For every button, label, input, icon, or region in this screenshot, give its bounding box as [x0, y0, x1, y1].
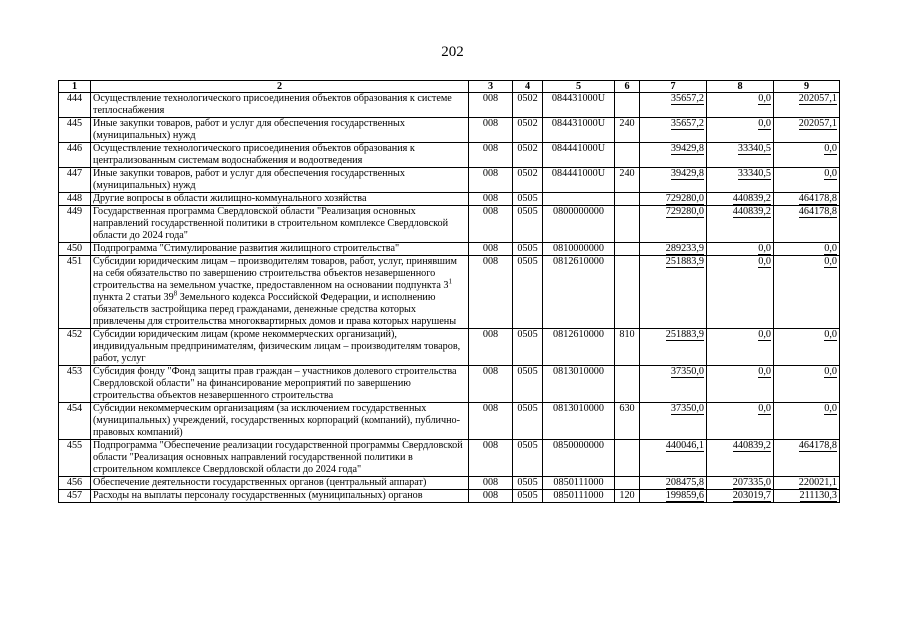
amount-col7: 729280,0 — [640, 206, 707, 243]
expense-type — [615, 477, 640, 490]
row-number: 451 — [59, 256, 91, 329]
target-code: 0812610000 — [543, 329, 615, 366]
header-cell: 8 — [707, 81, 774, 93]
expense-type: 240 — [615, 168, 640, 193]
row-name: Осуществление технологического присоединения объектов образования к централизованным системам водоснабжения и водоотведения — [91, 143, 469, 168]
target-code: 0813010000 — [543, 403, 615, 440]
amount-col8: 440839,2 — [707, 440, 774, 477]
amount-col8: 0,0 — [707, 93, 774, 118]
target-code: 0850000000 — [543, 440, 615, 477]
target-code: 0850111000 — [543, 477, 615, 490]
ministry-code: 008 — [469, 403, 513, 440]
target-code: 084441000U — [543, 168, 615, 193]
amount-col9: 0,0 — [774, 243, 840, 256]
ministry-code: 008 — [469, 193, 513, 206]
section-code: 0505 — [513, 329, 543, 366]
expense-type — [615, 243, 640, 256]
row-name: Субсидии юридическим лицам (кроме некоммерческих организаций), индивидуальным предпринимателям, физическим лицам – производителям товаров, работ, услуг — [91, 329, 469, 366]
section-code: 0505 — [513, 440, 543, 477]
header-cell: 2 — [91, 81, 469, 93]
expense-type — [615, 256, 640, 329]
target-code: 084431000U — [543, 93, 615, 118]
section-code: 0502 — [513, 93, 543, 118]
section-code: 0505 — [513, 403, 543, 440]
row-name: Иные закупки товаров, работ и услуг для обеспечения государственных (муниципальных) нужд — [91, 118, 469, 143]
amount-col7: 35657,2 — [640, 118, 707, 143]
amount-col8: 33340,5 — [707, 168, 774, 193]
row-name: Иные закупки товаров, работ и услуг для обеспечения государственных (муниципальных) нужд — [91, 168, 469, 193]
expense-type: 120 — [615, 490, 640, 503]
row-number: 448 — [59, 193, 91, 206]
ministry-code: 008 — [469, 143, 513, 168]
expense-type: 240 — [615, 118, 640, 143]
amount-col9: 211130,3 — [774, 490, 840, 503]
section-code: 0502 — [513, 118, 543, 143]
amount-col9: 0,0 — [774, 329, 840, 366]
expense-type — [615, 206, 640, 243]
row-number: 447 — [59, 168, 91, 193]
row-number: 454 — [59, 403, 91, 440]
header-cell: 6 — [615, 81, 640, 93]
expense-type — [615, 93, 640, 118]
row-name: Государственная программа Свердловской области "Реализация основных направлений государственной политики в строительном комплексе Свердловской области до 2024 года" — [91, 206, 469, 243]
row-number: 457 — [59, 490, 91, 503]
amount-col8: 0,0 — [707, 329, 774, 366]
row-name: Расходы на выплаты персоналу государственных (муниципальных) органов — [91, 490, 469, 503]
row-name: Осуществление технологического присоединения объектов образования к системе теплоснабжения — [91, 93, 469, 118]
expense-type: 630 — [615, 403, 640, 440]
header-cell: 3 — [469, 81, 513, 93]
amount-col8: 440839,2 — [707, 206, 774, 243]
table-row — [59, 193, 840, 206]
row-number: 446 — [59, 143, 91, 168]
amount-col7: 39429,8 — [640, 168, 707, 193]
amount-col9: 202057,1 — [774, 118, 840, 143]
amount-col9: 464178,8 — [774, 440, 840, 477]
target-code: 0800000000 — [543, 206, 615, 243]
amount-col7: 199859,6 — [640, 490, 707, 503]
ministry-code: 008 — [469, 366, 513, 403]
ministry-code: 008 — [469, 93, 513, 118]
target-code: 084441000U — [543, 143, 615, 168]
section-code: 0505 — [513, 490, 543, 503]
section-code: 0505 — [513, 366, 543, 403]
header-cell: 9 — [774, 81, 840, 93]
ministry-code: 008 — [469, 256, 513, 329]
row-number: 452 — [59, 329, 91, 366]
amount-col7: 289233,9 — [640, 243, 707, 256]
section-code: 0505 — [513, 193, 543, 206]
amount-col9: 0,0 — [774, 143, 840, 168]
expense-type — [615, 366, 640, 403]
amount-col7: 35657,2 — [640, 93, 707, 118]
table-row — [59, 329, 840, 366]
amount-col8: 440839,2 — [707, 193, 774, 206]
ministry-code: 008 — [469, 440, 513, 477]
amount-col7: 251883,9 — [640, 329, 707, 366]
row-number: 445 — [59, 118, 91, 143]
table-row — [59, 168, 840, 193]
amount-col8: 0,0 — [707, 403, 774, 440]
section-code: 0505 — [513, 477, 543, 490]
table-row — [59, 403, 840, 440]
amount-col8: 0,0 — [707, 243, 774, 256]
amount-col8: 207335,0 — [707, 477, 774, 490]
section-code: 0502 — [513, 168, 543, 193]
expense-type — [615, 143, 640, 168]
table-row — [59, 243, 840, 256]
row-name: Субсидии некоммерческим организациям (за исключением государственных (муниципальных) учреждений, государственных корпораций (компаний), публично-правовых компаний) — [91, 403, 469, 440]
amount-col9: 464178,8 — [774, 206, 840, 243]
row-name: Субсидия фонду "Фонд защиты прав граждан – участников долевого строительства Свердловской области" на финансирование мероприятий по завершению строительства объектов незавершенного строительства — [91, 366, 469, 403]
row-name: Другие вопросы в области жилищно-коммунального хозяйства — [91, 193, 469, 206]
amount-col9: 220021,1 — [774, 477, 840, 490]
ministry-code: 008 — [469, 118, 513, 143]
target-code: 0812610000 — [543, 256, 615, 329]
ministry-code: 008 — [469, 477, 513, 490]
row-name: Обеспечение деятельности государственных органов (центральный аппарат) — [91, 477, 469, 490]
amount-col9: 0,0 — [774, 403, 840, 440]
amount-col7: 37350,0 — [640, 403, 707, 440]
budget-table — [58, 80, 840, 503]
amount-col8: 0,0 — [707, 256, 774, 329]
header-cell: 1 — [59, 81, 91, 93]
row-name: Подпрограмма "Стимулирование развития жилищного строительства" — [91, 243, 469, 256]
page-number: 202 — [441, 44, 464, 60]
header-row — [59, 81, 840, 93]
table-row — [59, 118, 840, 143]
amount-col8: 0,0 — [707, 118, 774, 143]
row-number: 453 — [59, 366, 91, 403]
amount-col7: 37350,0 — [640, 366, 707, 403]
amount-col8: 203019,7 — [707, 490, 774, 503]
header-cell: 5 — [543, 81, 615, 93]
expense-type: 810 — [615, 329, 640, 366]
section-code: 0505 — [513, 206, 543, 243]
table-row — [59, 440, 840, 477]
amount-col7: 251883,9 — [640, 256, 707, 329]
section-code: 0502 — [513, 143, 543, 168]
ministry-code: 008 — [469, 329, 513, 366]
header-cell: 7 — [640, 81, 707, 93]
table-row — [59, 206, 840, 243]
table-row — [59, 143, 840, 168]
table-row — [59, 366, 840, 403]
table-row — [59, 490, 840, 503]
header-cell: 4 — [513, 81, 543, 93]
amount-col9: 0,0 — [774, 256, 840, 329]
expense-type — [615, 440, 640, 477]
row-name: Субсидии юридическим лицам – производителям товаров, работ, услуг, принявшим на себя обязательство по завершению строительства объектов незавершенного строительства на земельном участке, предоставленном на основании подпункта $3^1$ пункта 2 статьи $39^8$ Земельного кодекса Российской Федерации, и исполнению обязательств застройщика перед гражданами, денежные средства которых привлечены для строительства многоквартирных домов и права которых нарушены — [91, 256, 469, 329]
amount-col9: 202057,1 — [774, 93, 840, 118]
ministry-code: 008 — [469, 168, 513, 193]
amount-col9: 464178,8 — [774, 193, 840, 206]
row-number: 450 — [59, 243, 91, 256]
table-row — [59, 477, 840, 490]
amount-col8: 0,0 — [707, 366, 774, 403]
expense-type — [615, 193, 640, 206]
target-code — [543, 193, 615, 206]
row-number: 455 — [59, 440, 91, 477]
amount-col7: 440046,1 — [640, 440, 707, 477]
section-code: 0505 — [513, 243, 543, 256]
amount-col9: 0,0 — [774, 168, 840, 193]
amount-col7: 729280,0 — [640, 193, 707, 206]
target-code: 0850111000 — [543, 490, 615, 503]
amount-col8: 33340,5 — [707, 143, 774, 168]
amount-col9: 0,0 — [774, 366, 840, 403]
ministry-code: 008 — [469, 206, 513, 243]
table-row — [59, 256, 840, 329]
ministry-code: 008 — [469, 243, 513, 256]
row-number: 449 — [59, 206, 91, 243]
target-code: 084431000U — [543, 118, 615, 143]
amount-col7: 39429,8 — [640, 143, 707, 168]
section-code: 0505 — [513, 256, 543, 329]
ministry-code: 008 — [469, 490, 513, 503]
row-number: 444 — [59, 93, 91, 118]
row-name: Подпрограмма "Обеспечение реализации государственной программы Свердловской области "Реализация основных направлений государственной политики в строительном комплексе Свердловской области до 2024 года" — [91, 440, 469, 477]
target-code: 0810000000 — [543, 243, 615, 256]
target-code: 0813010000 — [543, 366, 615, 403]
table-row — [59, 93, 840, 118]
amount-col7: 208475,8 — [640, 477, 707, 490]
row-number: 456 — [59, 477, 91, 490]
